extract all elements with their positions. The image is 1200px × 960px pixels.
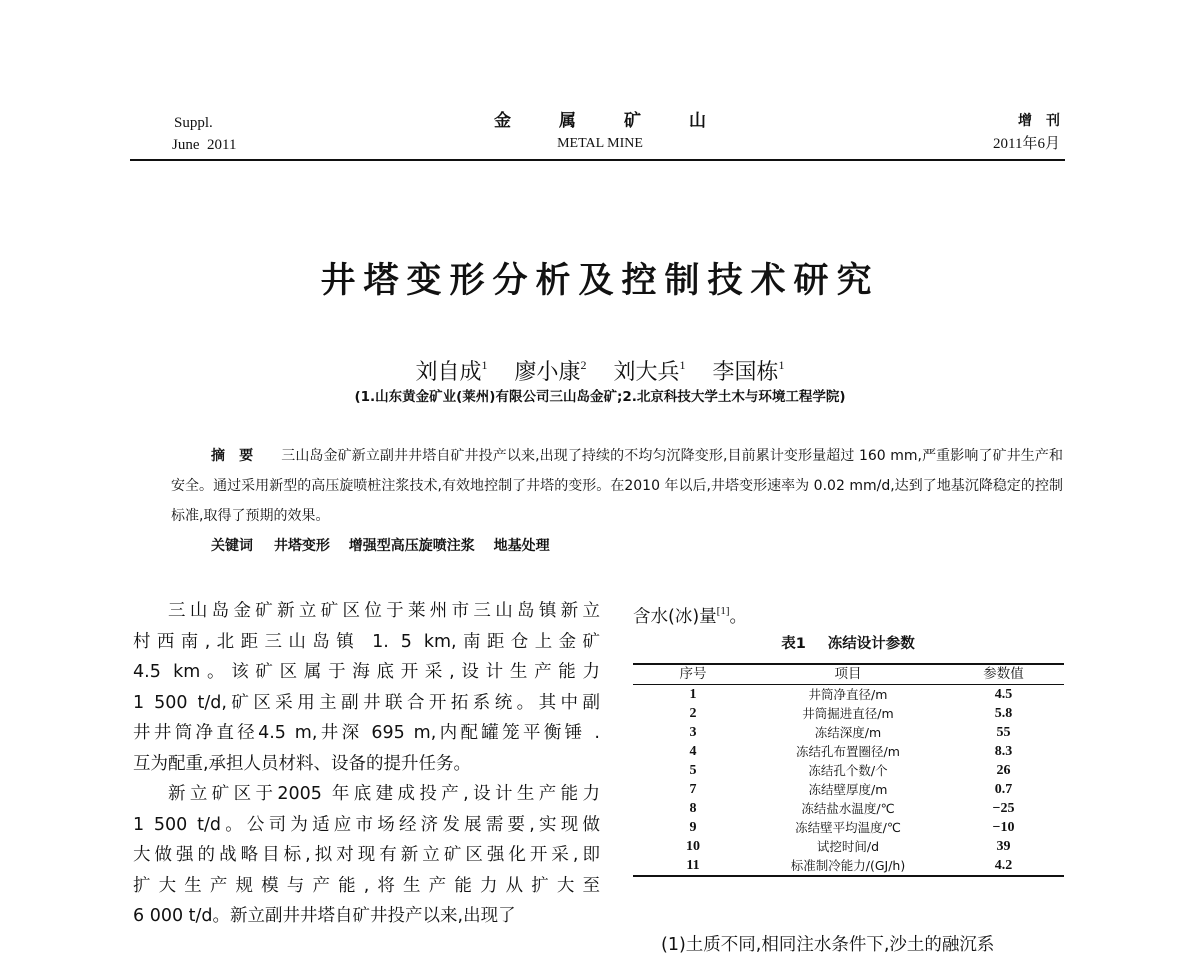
column-header-value: 参数值 [983,666,1024,682]
issue-date-en: June 2011 [172,137,237,153]
author: 刘自成$^1$ [415,358,488,385]
table-row [633,780,1064,799]
running-header-right [993,110,1074,156]
row-index: 10 [686,839,700,854]
table-row [633,799,1064,818]
keywords [211,533,564,559]
table-row [633,723,1064,742]
table-row [633,685,1064,705]
table-number: 表1 [781,636,806,652]
row-index: 8 [689,801,697,816]
journal-title-en: METAL MINE [557,136,643,151]
row-item: 冻结深度/m [814,725,882,740]
affiliation-marker: 2 [580,358,587,372]
body-left-column [133,596,600,932]
row-value: 5.8 [994,706,1013,721]
row-index: 7 [689,782,697,797]
paragraph-line: 大做强的战略目标,拟对现有新立矿区强化开采,即 [133,845,600,865]
row-index: 4 [689,744,697,759]
abstract [171,441,1063,531]
row-item: 井筒掘进直径/m [802,706,894,721]
row-value: 4.2 [994,858,1013,873]
running-header-left [172,112,236,156]
paragraph-line: 村西南,北距三山岛镇 1. 5 km,南距仓上金矿 [133,631,600,652]
article-title: 井塔变形分析及控制技术研究 [320,261,880,301]
row-item: 冻结孔个数/个 [808,763,888,778]
row-index: 1 [689,687,697,702]
paragraph-line: 新立矿区于2005 年底建成投产,设计生产能力 [168,784,600,804]
keyword: 地基处理 [493,538,550,554]
table-title: 冻结设计参数 [827,636,915,652]
citation-ref[interactable]: [1] [716,605,730,617]
table-caption [633,634,1063,654]
row-value: 0.7 [994,782,1013,797]
body-right-column-bottom [633,930,1065,960]
table-row [633,856,1064,876]
row-value: 39 [996,839,1011,854]
row-value: 8.3 [994,744,1013,759]
abstract-text: 三山岛金矿新立副井井塔自矿井投产以来,出现了持续的不均匀沉降变形,目前累计变形量超过 160 mm,严重影响了矿井生产和安全。通过采用新型的高压旋喷桩注浆技术,有效地控制了井塔的变形。在2010 年以后,井塔变形速率为 0.02 mm/d,达到了地基沉降稳定的控制标准,取得了预期的效果。 [171,448,1064,524]
author: 廖小康$^2$ [514,358,587,385]
row-item: 冻结孔布置圈径/m [796,744,900,759]
row-item: 冻结壁厚度/m [808,782,888,797]
author: 刘大兵$^1$ [613,358,686,385]
running-header-center [460,109,754,155]
row-value: 4.5 [994,687,1013,702]
keyword: 增强型高压旋喷注浆 [348,538,475,554]
row-index: 9 [689,820,697,835]
row-index: 2 [689,706,697,721]
body-right-column-top: 含水(冰)量[1]。 [633,605,747,627]
author-list [130,350,1070,388]
table-row [633,704,1064,723]
paragraph-line: (1)土质不同,相同注水条件下,沙土的融沉系 [661,935,995,955]
paragraph-line: 井井筒净直径4.5 m,井深 695 m,内配罐笼平衡锤 . [133,723,600,743]
paragraph-line: 三山岛金矿新立矿区位于莱州市三山岛镇新立 [168,601,600,621]
row-value: 55 [996,725,1011,740]
affiliation-marker: 1 [778,358,785,372]
table-row [633,837,1064,856]
issue-date-cn: 2011年6月 [993,136,1060,152]
row-item: 冻结壁平均温度/℃ [795,820,901,835]
paragraph-line: 1 500 t/d,矿区采用主副井联合开拓系统。其中副 [133,692,600,713]
row-value: 26 [996,763,1011,778]
row-item: 冻结盐水温度/℃ [801,801,895,816]
journal-title-cn: 金属矿山 [494,111,754,131]
row-index: 3 [689,725,697,740]
supplement-label-cn: 增刊 [1018,113,1074,129]
keywords-label: 关键词 [211,538,253,554]
keyword: 井塔变形 [273,538,330,554]
affiliation-marker: 1 [481,358,488,372]
affiliation-marker: 1 [679,358,686,372]
row-value: −25 [992,801,1015,816]
paragraph-line: 互为配重,承担人员材料、设备的提升任务。 [133,753,472,774]
paragraph-line: 6 000 t/d。新立副井井塔自矿井投产以来,出现了 [133,906,516,926]
table-row [633,742,1064,761]
author: 李国栋$^1$ [712,358,785,385]
header-rule [130,159,1065,161]
row-index: 5 [689,763,697,778]
paragraph-line: 1 500 t/d。公司为适应市场经济发展需要,实现做 [133,814,600,835]
row-value: −10 [992,820,1015,835]
table-row [633,761,1064,780]
column-header-item: 项目 [834,666,862,682]
paragraph-line: 扩大生产规模与产能,将生产能力从扩大至 [133,875,600,896]
abstract-label: 摘要 [211,448,268,464]
table-header-row [633,664,1064,685]
table-row [633,818,1064,837]
row-item: 试挖时间/d [816,839,880,854]
row-index: 11 [686,858,700,873]
paragraph-line: 4.5 km。该矿区属于海底开采,设计生产能力 [133,662,600,682]
supplement-label: Suppl. [174,115,213,131]
affiliations: (1.山东黄金矿业(莱州)有限公司三山岛金矿;2.北京科技大学土木与环境工程学院) [354,389,846,405]
row-item: 标准制冷能力/(GJ/h) [790,858,906,873]
freezing-parameters-table [633,663,1064,877]
row-item: 井筒净直径/m [808,687,888,702]
column-header-index: 序号 [679,666,707,682]
